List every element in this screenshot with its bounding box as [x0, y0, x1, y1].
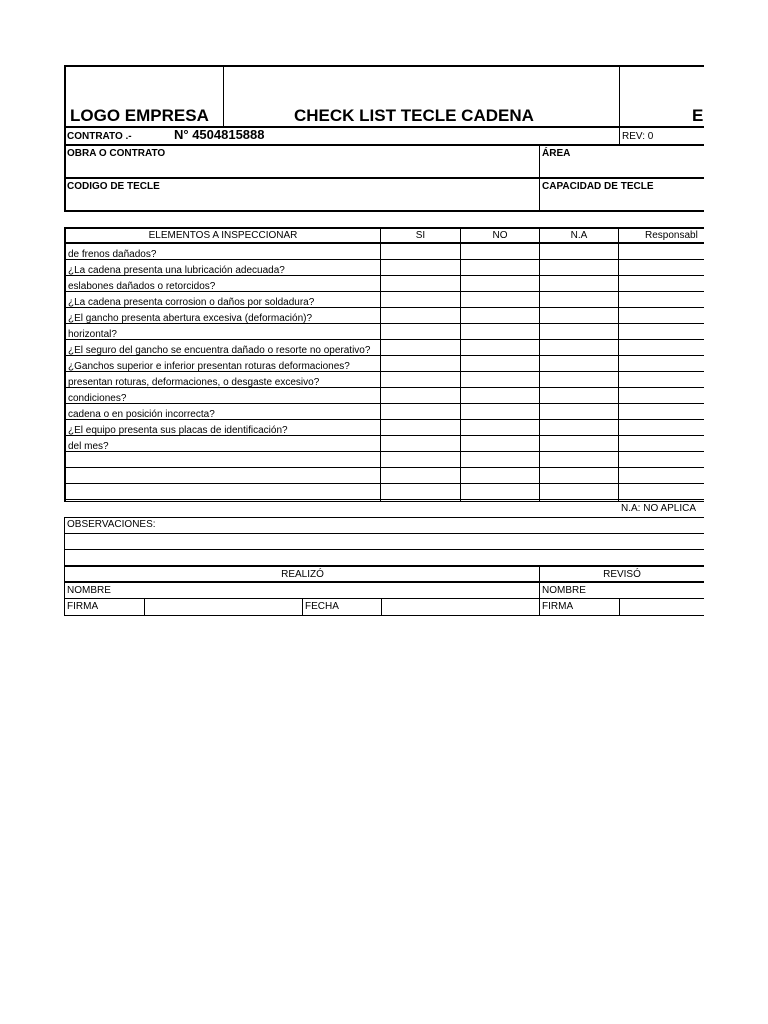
contrato-number: N° 4504815888: [174, 127, 265, 142]
answer-cell-responsable[interactable]: [619, 372, 704, 388]
firma-reviso-label: FIRMA: [542, 601, 574, 612]
answer-cell-na[interactable]: [540, 452, 618, 468]
area-label: ÁREA: [542, 148, 571, 159]
answer-cell-responsable[interactable]: [619, 340, 704, 356]
codigo-bottom-border: [64, 210, 704, 212]
codigo-tecle-label: CODIGO DE TECLE: [67, 181, 160, 192]
answer-cell-si[interactable]: [381, 276, 460, 292]
observaciones-label: OBSERVACIONES:: [67, 519, 156, 530]
answer-cell-si[interactable]: [381, 468, 460, 484]
col-header-elementos: ELEMENTOS A INSPECCIONAR: [148, 230, 298, 241]
table-row: [66, 308, 382, 324]
sign-header-bottom: [64, 581, 704, 583]
obra-bottom-border: [64, 177, 704, 179]
table-row: [66, 420, 382, 436]
logo-divider: [223, 66, 224, 127]
answer-cell-responsable[interactable]: [619, 388, 704, 404]
inspection-item-text: eslabones dañados o retorcidos?: [68, 281, 216, 292]
table-row: [66, 356, 382, 372]
table-row: [66, 436, 382, 452]
answer-cell-responsable[interactable]: [619, 468, 704, 484]
obs-bottom-border: [64, 565, 704, 567]
table-row: [66, 244, 382, 260]
answer-cell-na[interactable]: [540, 436, 618, 452]
answer-cell-responsable[interactable]: [619, 356, 704, 372]
sign-row-divider: [64, 598, 704, 599]
answer-cell-no[interactable]: [461, 452, 539, 468]
answer-cell-na[interactable]: [540, 276, 618, 292]
answer-cell-na[interactable]: [540, 372, 618, 388]
row-divider: [64, 499, 704, 500]
sign-bottom-border: [64, 615, 704, 616]
answer-cell-si[interactable]: [381, 452, 460, 468]
answer-cell-no[interactable]: [461, 388, 539, 404]
inspection-item-text: presentan roturas, deformaciones, o desgaste excesivo?: [68, 377, 320, 388]
answer-cell-si[interactable]: [381, 244, 460, 260]
table-row: [66, 276, 382, 292]
answer-cell-no[interactable]: [461, 340, 539, 356]
answer-cell-si[interactable]: [381, 324, 460, 340]
fecha-box-left: [302, 598, 303, 615]
answer-cell-responsable[interactable]: [619, 260, 704, 276]
inspection-item-text: ¿La cadena presenta corrosion o daños por soldadura?: [68, 297, 315, 308]
col-header-no: NO: [492, 230, 508, 241]
answer-cell-si[interactable]: [381, 420, 460, 436]
answer-cell-na[interactable]: [540, 324, 618, 340]
na-footnote: N.A: NO APLICA: [621, 503, 697, 514]
table-row: [66, 468, 382, 484]
answer-cell-responsable[interactable]: [619, 420, 704, 436]
answer-cell-na[interactable]: [540, 292, 618, 308]
table-bottom-border: [64, 501, 704, 502]
fecha-label: FECHA: [305, 601, 339, 612]
answer-cell-si[interactable]: [381, 292, 460, 308]
firma-box-left: [144, 598, 145, 615]
answer-cell-no[interactable]: [461, 324, 539, 340]
inspection-item-text: de frenos dañados?: [68, 249, 157, 260]
col-header-si: SI: [415, 230, 426, 241]
firma-realizo-label: FIRMA: [67, 601, 99, 612]
rev-divider: [619, 127, 620, 145]
answer-cell-no[interactable]: [461, 468, 539, 484]
table-row: [66, 260, 382, 276]
inspection-item-text: ¿El equipo presenta sus placas de identificación?: [68, 425, 288, 436]
header-right-partial: E: [692, 106, 704, 125]
page-title: CHECK LIST TECLE CADENA: [294, 106, 534, 125]
capacidad-tecle-label: CAPACIDAD DE TECLE: [542, 181, 654, 192]
table-row: [66, 292, 382, 308]
inspection-item-text: ¿La cadena presenta una lubricación adecuada?: [68, 265, 285, 276]
answer-cell-na[interactable]: [540, 260, 618, 276]
revision-label: REV: 0: [622, 131, 654, 142]
answer-cell-na[interactable]: [540, 340, 618, 356]
answer-cell-si[interactable]: [381, 356, 460, 372]
answer-cell-no[interactable]: [461, 356, 539, 372]
col-header-na: N.A: [570, 230, 588, 241]
answer-cell-na[interactable]: [540, 484, 618, 500]
inspection-item-text: cadena o en posición incorrecta?: [68, 409, 215, 420]
answer-cell-no[interactable]: [461, 420, 539, 436]
obs-top-border: [64, 517, 704, 518]
answer-cell-no[interactable]: [461, 260, 539, 276]
answer-cell-responsable[interactable]: [619, 404, 704, 420]
answer-cell-no[interactable]: [461, 436, 539, 452]
answer-cell-responsable[interactable]: [619, 276, 704, 292]
obs-line-1: [64, 533, 704, 534]
contrato-bottom-border: [64, 144, 704, 146]
answer-cell-no[interactable]: [461, 404, 539, 420]
answer-cell-responsable[interactable]: [619, 436, 704, 452]
answer-cell-si[interactable]: [381, 372, 460, 388]
answer-cell-responsable[interactable]: [619, 308, 704, 324]
inspection-item-text: horizontal?: [68, 329, 117, 340]
answer-cell-si[interactable]: [381, 260, 460, 276]
obs-line-2: [64, 549, 704, 550]
company-logo-placeholder: LOGO EMPRESA: [70, 106, 209, 125]
answer-cell-si[interactable]: [381, 484, 460, 500]
inspection-item-text: condiciones?: [68, 393, 127, 404]
answer-cell-na[interactable]: [540, 420, 618, 436]
table-row: [66, 372, 382, 388]
col-header-responsable: Responsabl: [645, 230, 698, 241]
answer-cell-na[interactable]: [540, 244, 618, 260]
inspection-item-text: ¿El seguro del gancho se encuentra dañado o resorte no operativo?: [68, 345, 371, 356]
contrato-label: CONTRATO .-: [67, 131, 132, 142]
table-top-border: [64, 227, 704, 229]
answer-cell-responsable[interactable]: [619, 292, 704, 308]
inspection-item-text: ¿El gancho presenta abertura excesiva (deformación)?: [68, 313, 313, 324]
answer-cell-no[interactable]: [461, 244, 539, 260]
answer-cell-na[interactable]: [540, 308, 618, 324]
header-bottom-border: [64, 126, 704, 128]
answer-cell-si[interactable]: [381, 340, 460, 356]
header-top-border: [64, 65, 704, 67]
answer-cell-no[interactable]: [461, 372, 539, 388]
reviso-header: REVISÓ: [603, 569, 641, 580]
inspection-item-text: del mes?: [68, 441, 109, 452]
answer-cell-no[interactable]: [461, 308, 539, 324]
answer-cell-si[interactable]: [381, 388, 460, 404]
answer-cell-responsable[interactable]: [619, 244, 704, 260]
table-row: [66, 388, 382, 404]
answer-cell-no[interactable]: [461, 276, 539, 292]
header-left-border: [64, 65, 66, 212]
inspection-item-text: ¿Ganchos superior e inferior presentan roturas deformaciones?: [68, 361, 350, 372]
answer-cell-no[interactable]: [461, 292, 539, 308]
table-row: [66, 324, 382, 340]
table-row: [66, 404, 382, 420]
answer-cell-na[interactable]: [540, 356, 618, 372]
answer-cell-na[interactable]: [540, 404, 618, 420]
answer-cell-si[interactable]: [381, 404, 460, 420]
answer-cell-no[interactable]: [461, 484, 539, 500]
nombre-realizo-label: NOMBRE: [67, 585, 111, 596]
realizo-header: REALIZÓ: [281, 569, 324, 580]
obra-contrato-label: OBRA O CONTRATO: [67, 148, 166, 159]
title-divider: [619, 66, 620, 127]
table-row: [66, 484, 382, 500]
answer-cell-responsable[interactable]: [619, 452, 704, 468]
table-row: [66, 340, 382, 356]
answer-cell-na[interactable]: [540, 388, 618, 404]
nombre-reviso-label: NOMBRE: [542, 585, 586, 596]
fecha-value-left: [381, 598, 382, 615]
firma-reviso-box-left: [619, 598, 620, 615]
answer-cell-si[interactable]: [381, 436, 460, 452]
answer-cell-responsable[interactable]: [619, 484, 704, 500]
answer-cell-responsable[interactable]: [619, 324, 704, 340]
answer-cell-na[interactable]: [540, 468, 618, 484]
answer-cell-si[interactable]: [381, 308, 460, 324]
table-row: [66, 452, 382, 468]
